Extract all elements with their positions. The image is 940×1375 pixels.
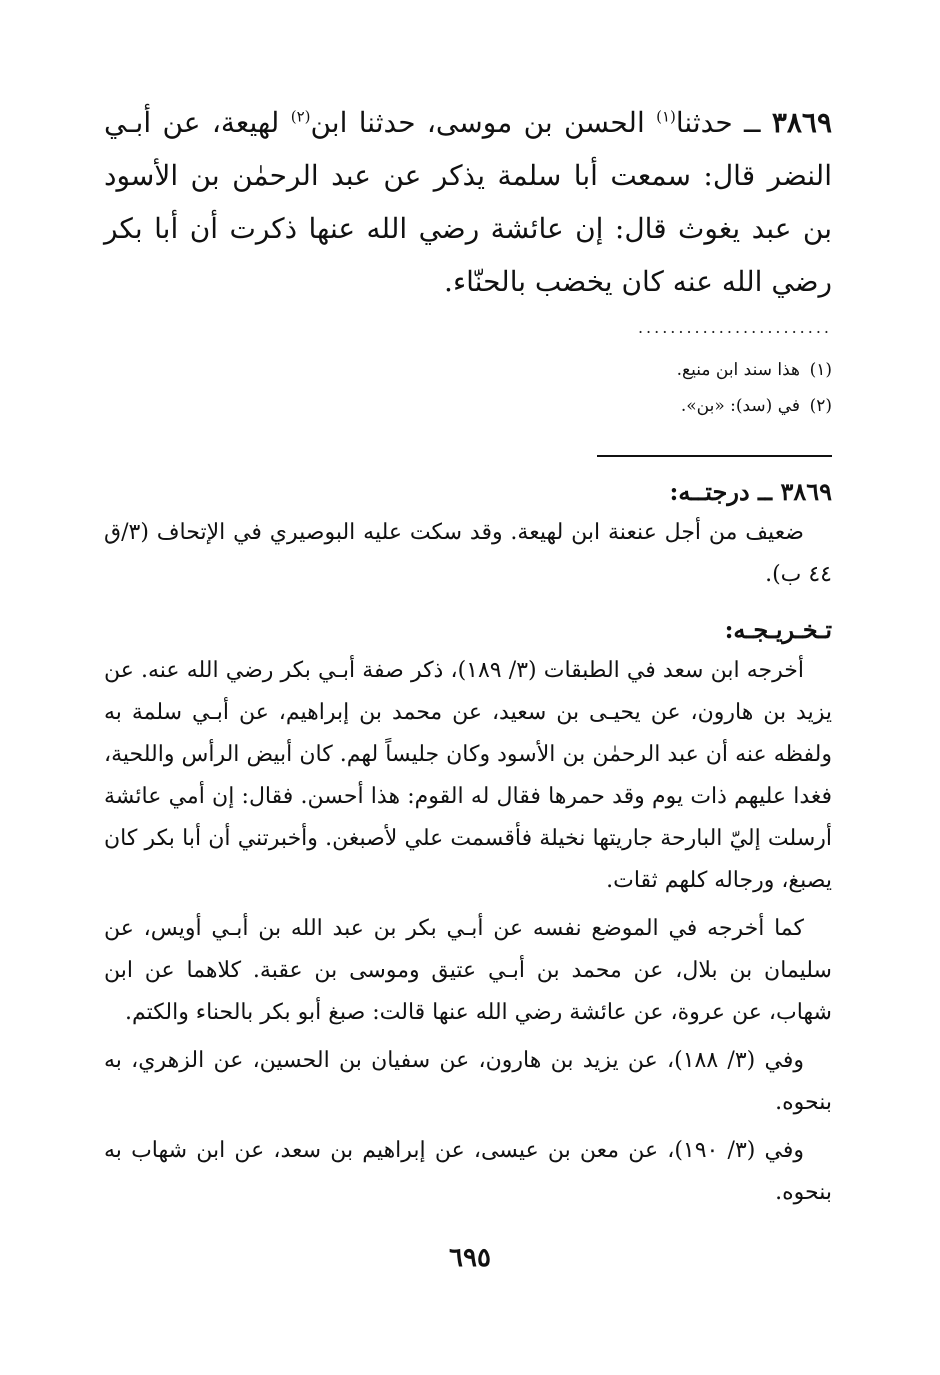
footnote-separator: ........................ <box>637 318 832 337</box>
footnote-ref-2[interactable]: (٢) <box>290 107 311 126</box>
grade-dash: ــ <box>749 477 781 506</box>
hadith-dash: ــ <box>732 106 772 139</box>
footnote-text: في (سد): «بن». <box>680 396 800 416</box>
grade-heading <box>104 472 832 512</box>
hadith-number: ٣٨٦٩ <box>771 106 832 139</box>
footnote-2 <box>400 388 832 424</box>
grade-section <box>104 472 832 596</box>
takhrij-paragraph-4: وفي (٣/ ١٩٠)، عن معن بن عيسى، عن إبراهيم بن سعد، عن ابن شهاب به بنحوه. <box>104 1138 832 1205</box>
footnote-text: هذا سند ابن منيع. <box>676 360 800 380</box>
footnote-mark: (١) <box>809 360 832 380</box>
hadith-text <box>104 96 832 308</box>
takhrij-section <box>104 610 832 1214</box>
footnotes-list <box>400 352 832 424</box>
takhrij-paragraph-3: وفي (٣/ ١٨٨)، عن يزيد بن هارون، عن سفيان بن الحسين، عن الزهري، به بنحوه. <box>104 1048 832 1115</box>
takhrij-heading: تـخـريـجـه: <box>724 615 832 644</box>
footnote-mark: (٢) <box>809 396 832 416</box>
section-divider <box>597 455 832 457</box>
grade-number: ٣٨٦٩ <box>780 477 832 506</box>
hadith-part-2: الحسن بن موسى، حدثنا ابن <box>310 106 657 139</box>
hadith-part-1: حدثنا <box>675 106 733 139</box>
takhrij-paragraph-2: كما أخرجه في الموضع نفسه عن أبـي بكر بن عبد الله بن أبـي أويس، عن سليمان بن بلال، عن محمد بن أبـي عتيق وموسى بن عقبة. كلاهما عن ابن شهاب، عن عروة، عن عائشة رضي الله عنها قالت: صبغ أبو بكر بالحناء والكتم. <box>104 916 832 1025</box>
hadith-part-3: لهيعة، عن أبـي النضر قال: سمعت أبا سلمة يذكر عن عبد الرحمٰن بن الأسود بن عبد يغوث قال: إن عائشة رضي الله عنها ذكرت أن أبا بكر رضي الله عنه كان يخضب بالحنّاء. <box>104 106 832 298</box>
page-number: ٦٩٥ <box>449 1243 491 1273</box>
grade-label: درجتــه: <box>669 477 750 506</box>
footnote-1 <box>400 352 832 388</box>
footnote-ref-1[interactable]: (١) <box>656 107 676 126</box>
grade-text: ضعيف من أجل عنعنة ابن لهيعة. وقد سكت عليه البوصيري في الإتحاف (٣/ق ٤٤ ب). <box>104 520 832 587</box>
takhrij-paragraph-1: أخرجه ابن سعد في الطبقات (٣/ ١٨٩)، ذكر صفة أبـي بكر رضي الله عنه. عن يزيد بن هارون، عن يحيـى بن سعيد، عن محمد بن إبراهيم، عن أبـي سلمة به ولفظه عنه أن عبد الرحمٰن بن الأسود وكان جليساً لهم. كان أبيض الرأس واللحية، فغدا عليهم ذات يوم وقد حمرها فقال له القوم: هذا أحسن. فقال: إن أمي عائشة أرسلت إليّ البارحة جاريتها نخيلة فأقسمت علي لأصبغن. وأخبرتني أن أبا بكر كان يصبغ، ورجاله كلهم ثقات. <box>104 658 832 893</box>
